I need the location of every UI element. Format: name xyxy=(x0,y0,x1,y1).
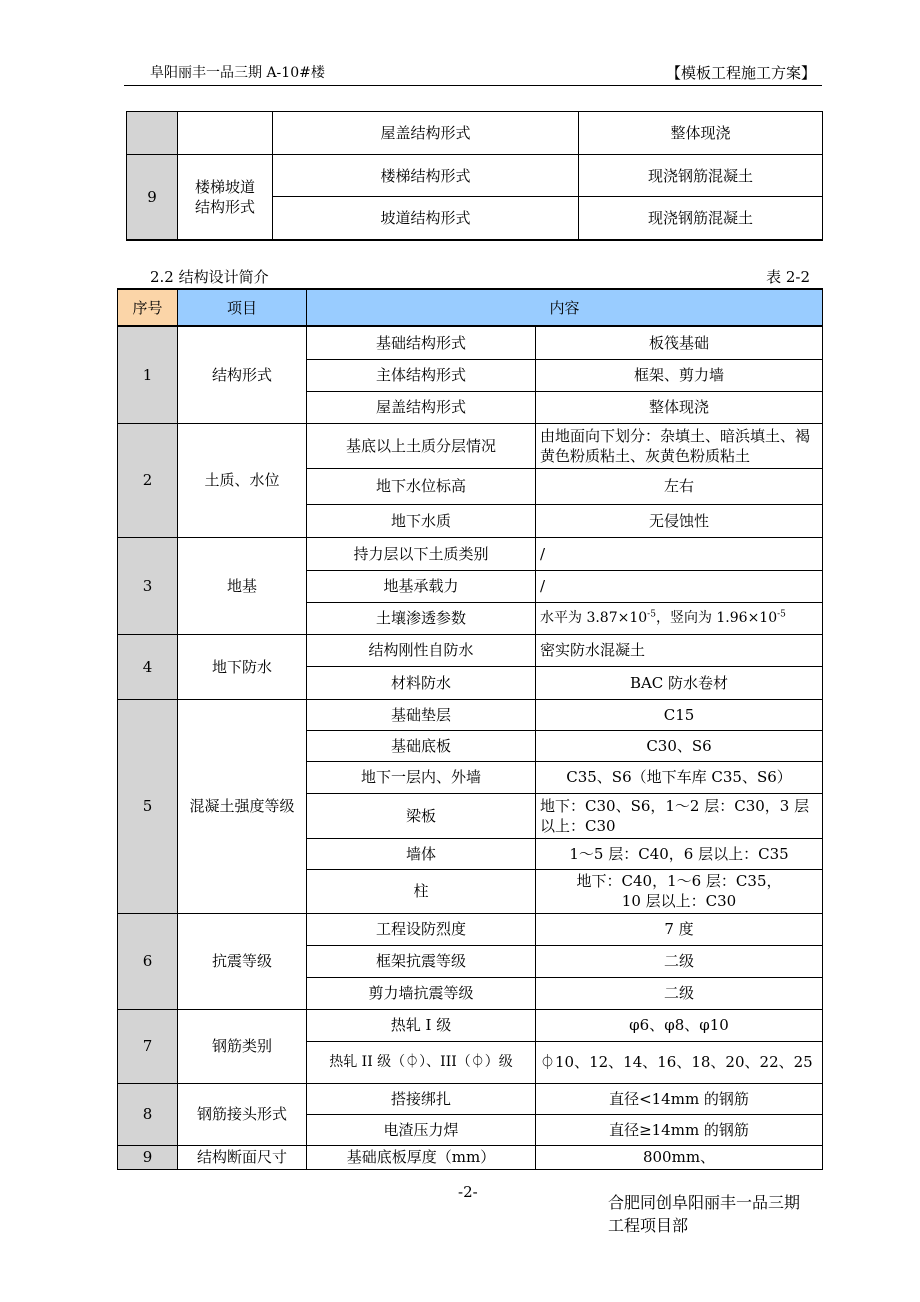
table-row xyxy=(118,1145,823,1169)
row-key: 屋盖结构形式 xyxy=(307,391,536,423)
group-item: 土质、水位 xyxy=(178,423,307,537)
page-number: -2- xyxy=(458,1183,478,1201)
row-key: 地基承载力 xyxy=(307,570,536,602)
group-number: 5 xyxy=(118,699,178,913)
exponent: -5 xyxy=(647,609,656,620)
row-value: 整体现浇 xyxy=(579,112,823,155)
row-item: 楼梯坡道结构形式 xyxy=(178,155,273,240)
row-key: 梁板 xyxy=(307,793,536,838)
group-number: 3 xyxy=(118,537,178,634)
group-item: 地下防水 xyxy=(178,634,307,699)
row-value: BAC 防水卷材 xyxy=(536,666,823,699)
row-content: 屋盖结构形式 xyxy=(273,112,579,155)
row-value xyxy=(536,602,823,634)
table-row xyxy=(118,423,823,468)
header-content: 内容 xyxy=(307,289,823,326)
row-key: 结构刚性自防水 xyxy=(307,634,536,666)
group-item: 混凝土强度等级 xyxy=(178,699,307,913)
header-rule xyxy=(124,85,822,86)
exponent: -5 xyxy=(777,609,786,620)
row-key: 工程设防烈度 xyxy=(307,913,536,945)
footer-org-line-2: 工程项目部 xyxy=(608,1216,689,1235)
group-item: 钢筋类别 xyxy=(178,1009,307,1083)
table-number: 表 2-2 xyxy=(766,268,810,286)
row-key: 框架抗震等级 xyxy=(307,945,536,977)
row-content: 坡道结构形式 xyxy=(273,197,579,240)
group-number: 2 xyxy=(118,423,178,537)
group-item: 结构形式 xyxy=(178,326,307,423)
row-value: 二级 xyxy=(536,977,823,1009)
row-key: 基础垫层 xyxy=(307,699,536,730)
row-key: 柱 xyxy=(307,869,536,913)
table-row xyxy=(127,112,823,155)
row-value: ⏀10、12、14、16、18、20、22、25 xyxy=(536,1041,823,1083)
row-key: 主体结构形式 xyxy=(307,359,536,391)
footer-org-line-1: 合肥同创阜阳丽丰一品三期 xyxy=(608,1193,801,1212)
table-row xyxy=(118,699,823,730)
row-key: 地下一层内、外墙 xyxy=(307,761,536,793)
row-key: 土壤渗透参数 xyxy=(307,602,536,634)
table-row xyxy=(118,1083,823,1114)
row-value: 800mm、 xyxy=(536,1145,823,1169)
row-key: 搭接绑扎 xyxy=(307,1083,536,1114)
row-key: 电渣压力焊 xyxy=(307,1114,536,1145)
group-number: 6 xyxy=(118,913,178,1009)
row-value: C30、S6 xyxy=(536,730,823,761)
row-key: 材料防水 xyxy=(307,666,536,699)
table-row xyxy=(118,634,823,666)
column-grade-line-2: 10 层以上：C30 xyxy=(621,892,737,910)
row-key: 基底以上土质分层情况 xyxy=(307,423,536,468)
header-doc-title: 【模板工程施工方案】 xyxy=(665,64,816,82)
group-item: 抗震等级 xyxy=(178,913,307,1009)
row-value: C15 xyxy=(536,699,823,730)
group-number: 1 xyxy=(118,326,178,423)
row-value: / xyxy=(536,570,823,602)
group-item: 地基 xyxy=(178,537,307,634)
row-value: 由地面向下划分：杂填土、暗浜填土、褐黄色粉质粘土、灰黄色粉质粘土 xyxy=(536,423,823,468)
row-value: 现浇钢筋混凝土 xyxy=(579,155,823,197)
group-number: 7 xyxy=(118,1009,178,1083)
header-project-name: 阜阳丽丰一品三期 A-10#楼 xyxy=(150,65,325,81)
row-value: 整体现浇 xyxy=(536,391,823,423)
row-key: 基础底板厚度（mm） xyxy=(307,1145,536,1169)
row-value: 左右 xyxy=(536,468,823,504)
row-value: 密实防水混凝土 xyxy=(536,634,823,666)
group-item: 钢筋接头形式 xyxy=(178,1083,307,1145)
row-content: 楼梯结构形式 xyxy=(273,155,579,197)
row-key: 持力层以下土质类别 xyxy=(307,537,536,570)
row-item xyxy=(178,112,273,155)
row-value: 地下：C30、S6，1～2 层：C30，3 层以上：C30 xyxy=(536,793,823,838)
row-value: 现浇钢筋混凝土 xyxy=(579,197,823,240)
table-row xyxy=(118,1009,823,1041)
row-value: C35、S6（地下车库 C35、S6） xyxy=(536,761,823,793)
row-value: 直径<14mm 的钢筋 xyxy=(536,1083,823,1114)
structure-design-table xyxy=(117,288,823,1170)
group-number: 8 xyxy=(118,1083,178,1145)
row-key: 热轧 II 级（⏀）、III（⏀）级 xyxy=(307,1041,536,1083)
header-no: 序号 xyxy=(118,289,178,326)
table-row xyxy=(127,155,823,197)
table-header-row xyxy=(118,289,823,326)
row-number: 9 xyxy=(127,155,178,240)
table-row xyxy=(118,326,823,359)
header-item: 项目 xyxy=(178,289,307,326)
continuation-table xyxy=(126,111,823,241)
row-value xyxy=(536,869,823,913)
row-value: 二级 xyxy=(536,945,823,977)
row-key: 地下水质 xyxy=(307,504,536,537)
group-item: 结构断面尺寸 xyxy=(178,1145,307,1169)
table-row xyxy=(118,537,823,570)
row-value: 框架、剪力墙 xyxy=(536,359,823,391)
permeability-horizontal: 水平为 3.87×10 xyxy=(540,610,648,626)
row-key: 墙体 xyxy=(307,838,536,869)
row-value: / xyxy=(536,537,823,570)
table-row xyxy=(118,913,823,945)
row-key: 热轧 I 级 xyxy=(307,1009,536,1041)
row-key: 地下水位标高 xyxy=(307,468,536,504)
column-grade-line-1: 地下：C40，1～6 层：C35， xyxy=(576,872,782,890)
row-key: 基础结构形式 xyxy=(307,326,536,359)
group-number: 4 xyxy=(118,634,178,699)
row-value: 直径≥14mm 的钢筋 xyxy=(536,1114,823,1145)
row-value: 板筏基础 xyxy=(536,326,823,359)
group-number: 9 xyxy=(118,1145,178,1169)
row-key: 基础底板 xyxy=(307,730,536,761)
permeability-vertical: ，竖向为 1.96×10 xyxy=(655,610,778,626)
row-value: 7 度 xyxy=(536,913,823,945)
row-value: 无侵蚀性 xyxy=(536,504,823,537)
section-title: 2.2 结构设计简介 xyxy=(150,268,269,286)
row-number xyxy=(127,112,178,155)
row-key: 剪力墙抗震等级 xyxy=(307,977,536,1009)
row-value: φ6、φ8、φ10 xyxy=(536,1009,823,1041)
row-value: 1～5 层：C40，6 层以上：C35 xyxy=(536,838,823,869)
